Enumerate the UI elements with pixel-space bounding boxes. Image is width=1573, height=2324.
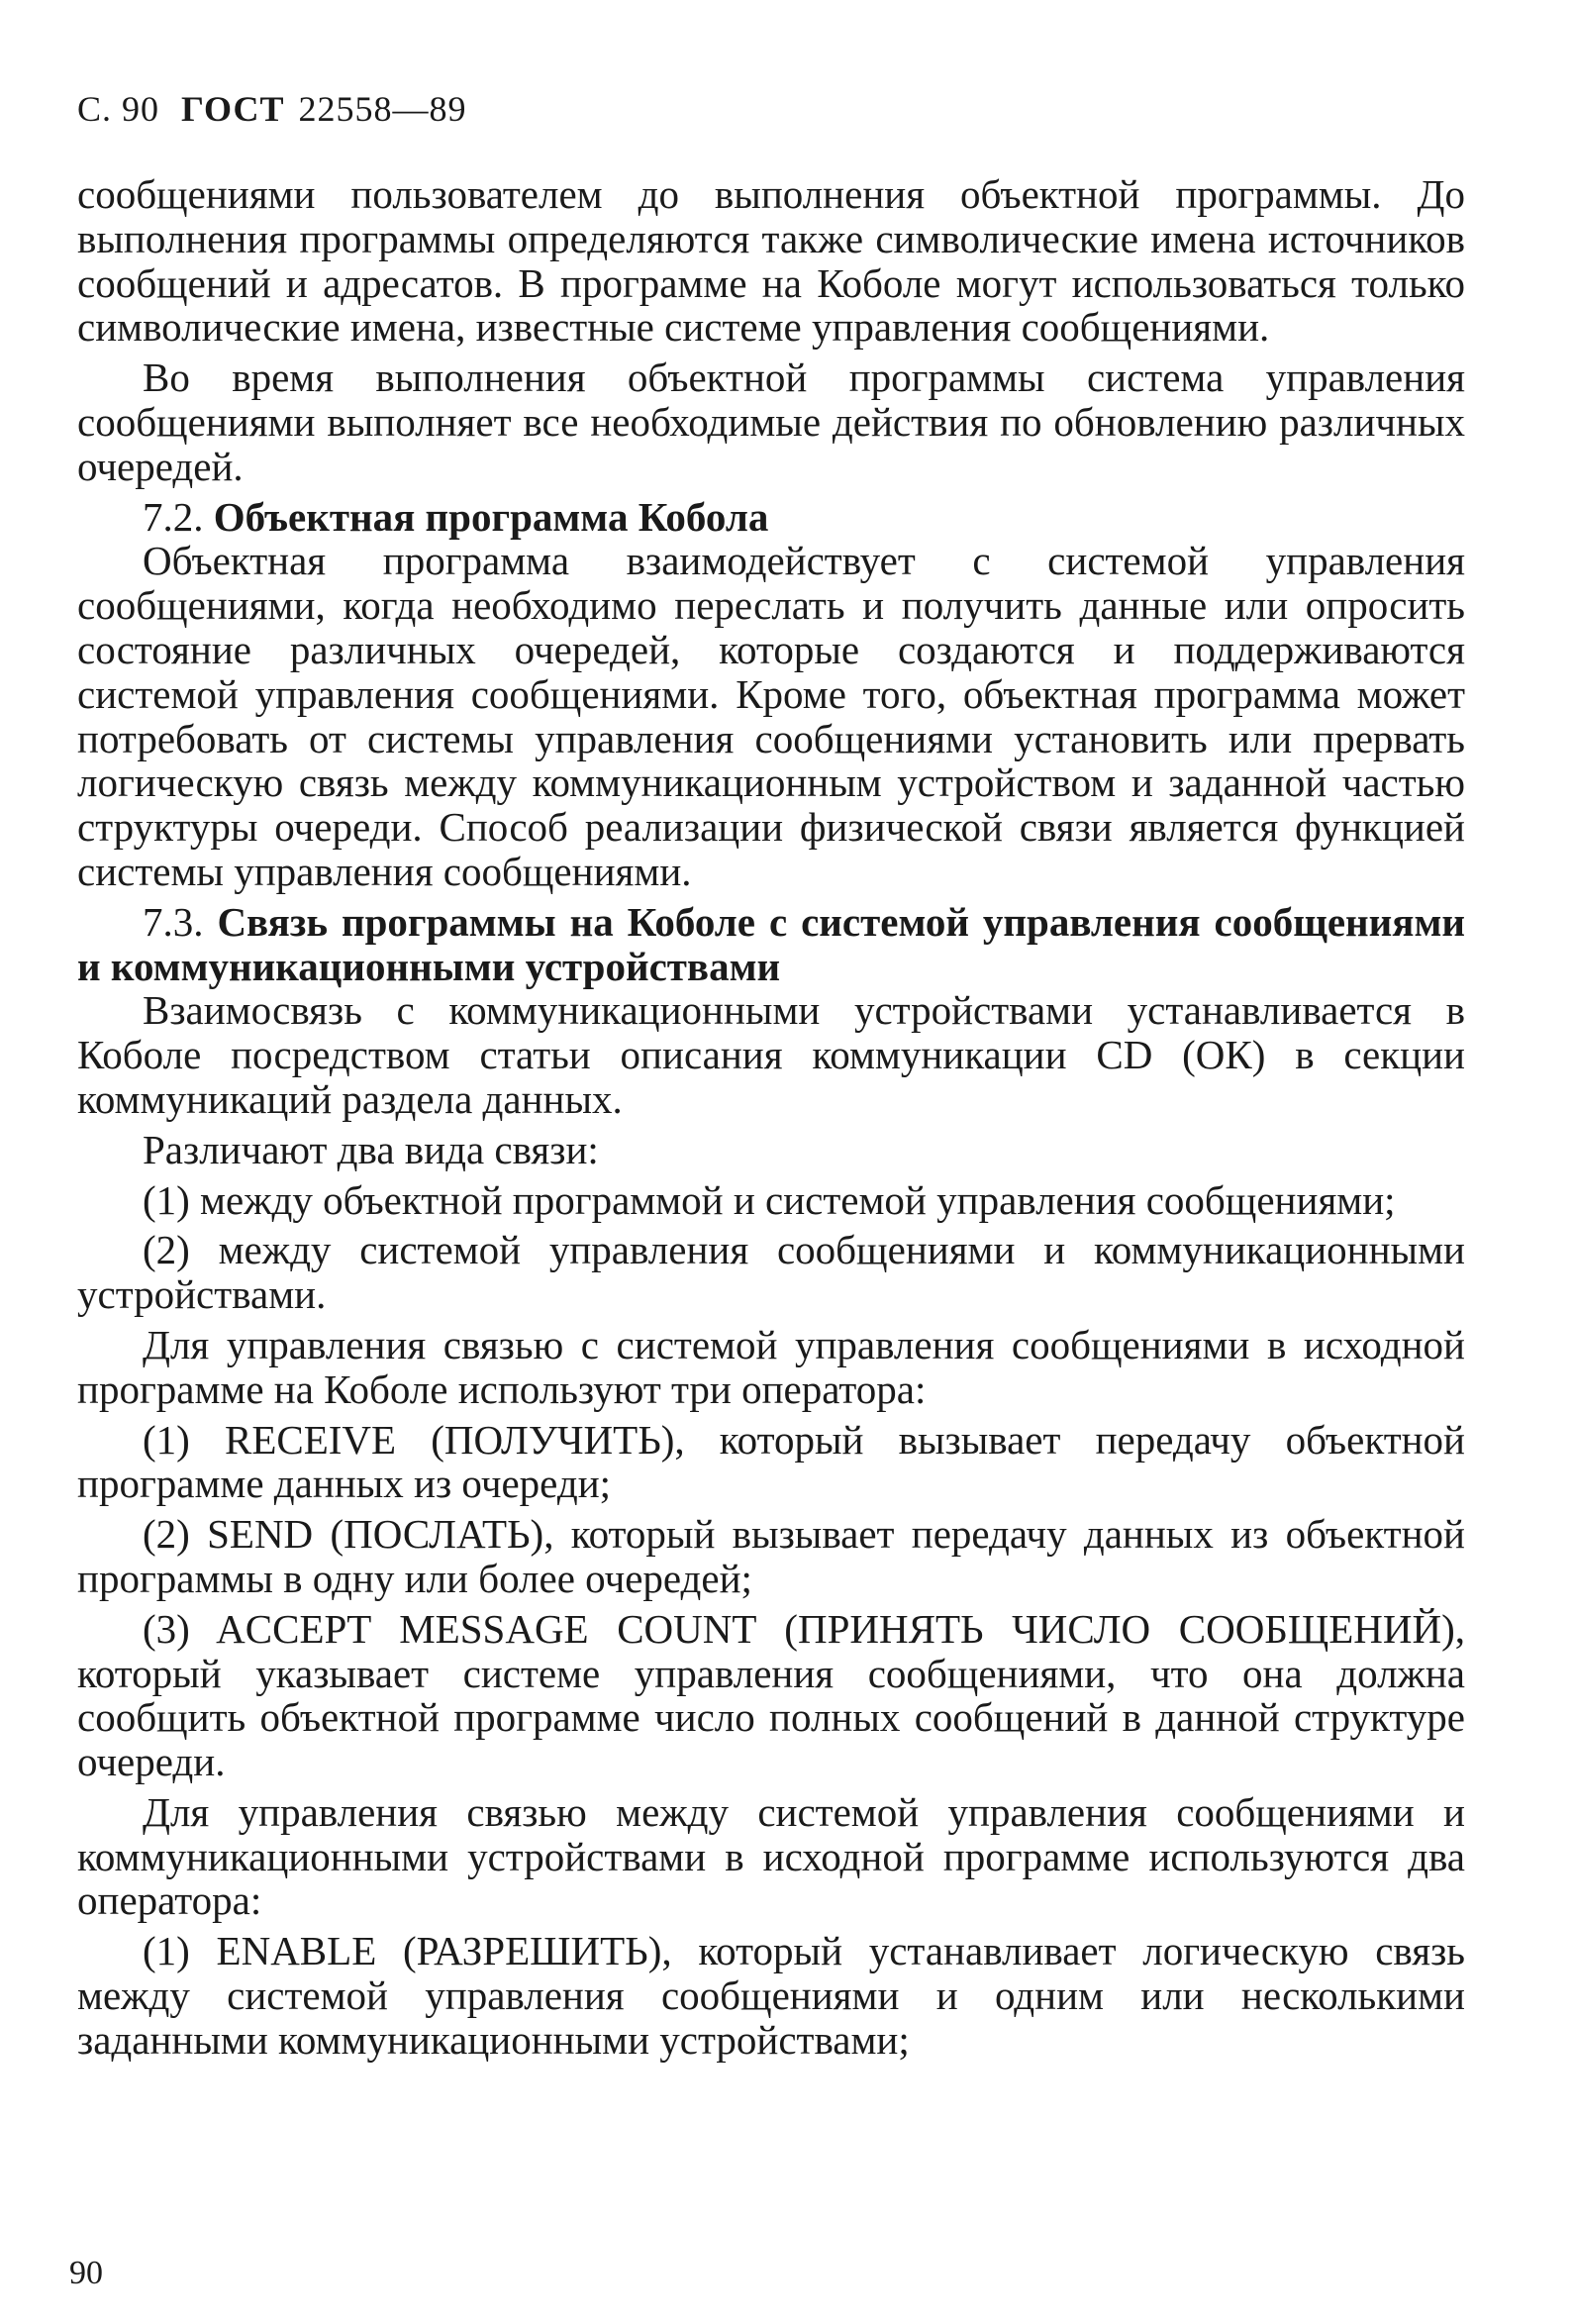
standard-number: 22558—89: [298, 89, 467, 129]
page-header: [77, 87, 1465, 131]
document-page: [77, 87, 1465, 2063]
link-type-1: (1) между объектной программой и системой управления сообщениями;: [143, 1176, 1396, 1223]
operator-enable: (1) ENABLE (РАЗРЕШИТЬ), который устанавливает логическую связь между системой управления сообщениями и одним или несколькими заданными коммуникационными устройствами;: [77, 1928, 1465, 2063]
section-7-2-text: Объектная программа взаимодействует с системой управления сообщениями, когда необходимо переслать и получить данные или опросить состояние различных очередей, которые создаются и поддерживаются системой управления сообщениями. Кроме того, объектная программа может потребовать от системы управления сообщениями установить или прервать логическую связь между коммуникационным устройством и заданной частью структуры очереди. Способ реализации физической связи является функцией системы управления сообщениями.: [77, 538, 1465, 894]
section-7-2-heading: [77, 495, 1465, 540]
operator-receive: (1) RECEIVE (ПОЛУЧИТЬ), который вызывает передачу объектной программе данных из очереди;: [77, 1416, 1465, 1507]
section-7-3-p2: Различают два вида связи:: [143, 1126, 599, 1172]
operator-send: (2) SEND (ПОСЛАТЬ), который вызывает передачу данных из объектной программы в одну или более очередей;: [77, 1511, 1465, 1601]
paragraph-continued: сообщениями пользователем до выполнения объектной программы. До выполнения программы определяются также символические имена источников сообщений и адресатов. В программе на Коболе могут использоваться только символические имена, известные системе управления сообщениями.: [77, 171, 1465, 351]
section-7-3-p4: Для управления связью между системой управления сообщениями и коммуникационными устройствами в исходной программе используются два оператора:: [77, 1788, 1465, 1924]
section-7-3-heading: [77, 900, 1465, 989]
link-type-2: (2) между системой управления сообщениями и коммуникационными устройствами.: [77, 1227, 1465, 1318]
page-number: 90: [69, 2255, 103, 2291]
page-prefix: С. 90: [77, 89, 160, 129]
operator-accept: (3) ACCEPT MESSAGE COUNT (ПРИНЯТЬ ЧИСЛО СООБЩЕНИЙ), который указывает системе управления сообщениями, что она должна сообщить объектной программе число полных сообщений в данной структуре очереди.: [77, 1605, 1465, 1785]
section-7-2-title: Объектная программа Кобола: [213, 493, 769, 540]
paragraph-runtime: Во время выполнения объектной программы система управления сообщениями выполняет все необходимые действия по обновлению различных очередей.: [77, 354, 1465, 489]
standard-label: ГОСТ: [181, 89, 285, 129]
section-7-2-number: 7.2.: [143, 493, 204, 540]
section-7-3-p1: Взаимосвязь с коммуникационными устройствами устанавливается в Коболе посредством статьи описания коммуникации CD (ОК) в секции коммуникаций раздела данных.: [77, 987, 1465, 1122]
section-7-3-title: Связь программы на Коболе с системой управления сообщениями и коммуникационными устройствами: [77, 898, 1465, 989]
section-7-3-p3: Для управления связью с системой управления сообщениями в исходной программе на Коболе используют три оператора:: [77, 1321, 1465, 1412]
section-7-3-number: 7.3.: [143, 898, 204, 945]
